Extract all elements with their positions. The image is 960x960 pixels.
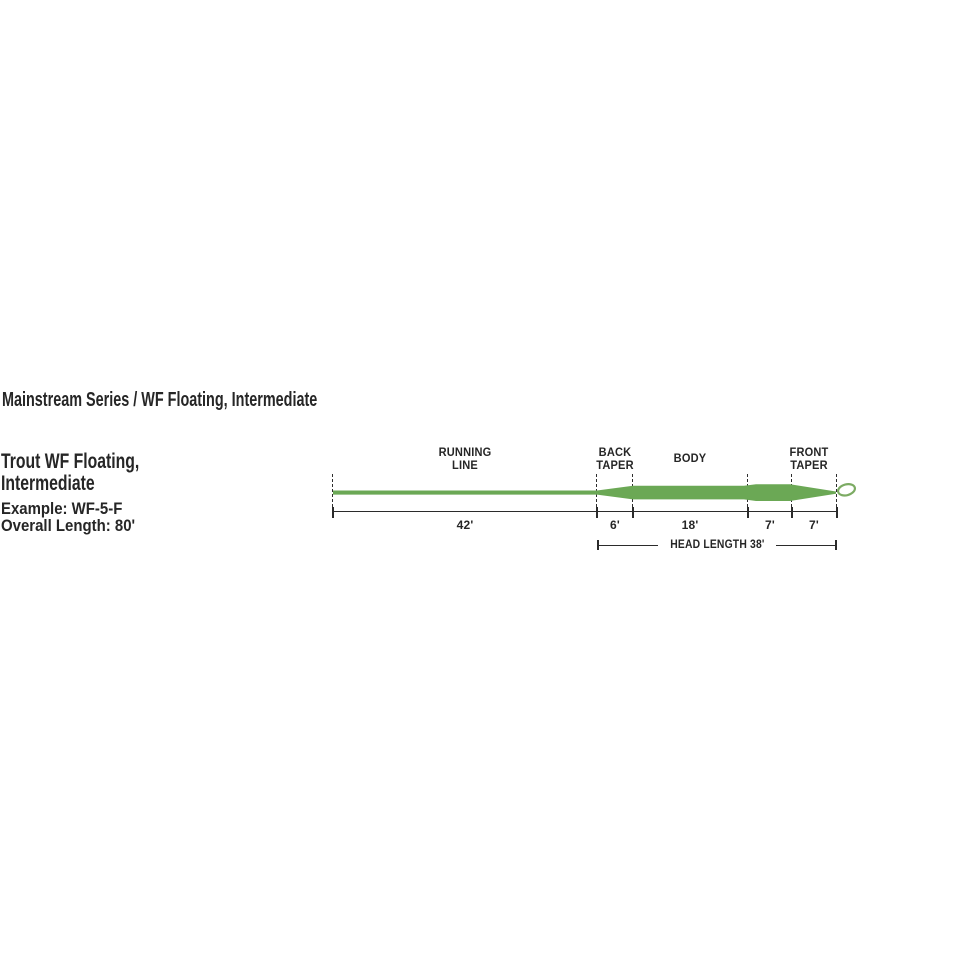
measurement-rear-front-taper: 7' <box>765 518 775 532</box>
product-name-line2: Intermediate <box>1 472 95 495</box>
label-back-taper: BACK TAPER <box>596 444 634 472</box>
bracket-right-tick <box>835 540 837 551</box>
head-length-label: HEAD LENGTH 38' <box>669 539 765 551</box>
scale-tick-5 <box>836 507 838 518</box>
measurement-running-line: 42' <box>456 518 474 532</box>
series-title-text: Mainstream Series / WF Floating, Intermediate <box>2 389 318 411</box>
fly-line-profile <box>300 470 880 514</box>
scale-tick-1 <box>596 507 598 518</box>
measurement-back-taper: 6' <box>610 518 620 532</box>
label-body: BODY <box>673 451 707 466</box>
measurement-tip: 7' <box>809 518 819 532</box>
scale-tick-2 <box>632 507 634 518</box>
bracket-right-line <box>776 545 835 546</box>
product-overall-length: Overall Length: 80' <box>1 516 136 535</box>
scale-tick-0 <box>332 507 334 518</box>
measurement-body: 18' <box>681 518 699 532</box>
scale-tick-3 <box>747 507 749 518</box>
product-example: Example: WF-5-F <box>1 499 123 518</box>
measurement-line <box>333 511 837 512</box>
label-running-line: RUNNING LINE <box>438 444 492 472</box>
welded-loop-icon <box>837 482 856 497</box>
product-name-line1: Trout WF Floating, <box>1 450 140 473</box>
scale-tick-4 <box>791 507 793 518</box>
label-front-taper: FRONT TAPER <box>789 444 829 472</box>
fly-line-shape <box>333 484 836 501</box>
head-length-bracket <box>597 539 837 551</box>
bracket-left-line <box>599 545 658 546</box>
series-title <box>2 390 440 410</box>
